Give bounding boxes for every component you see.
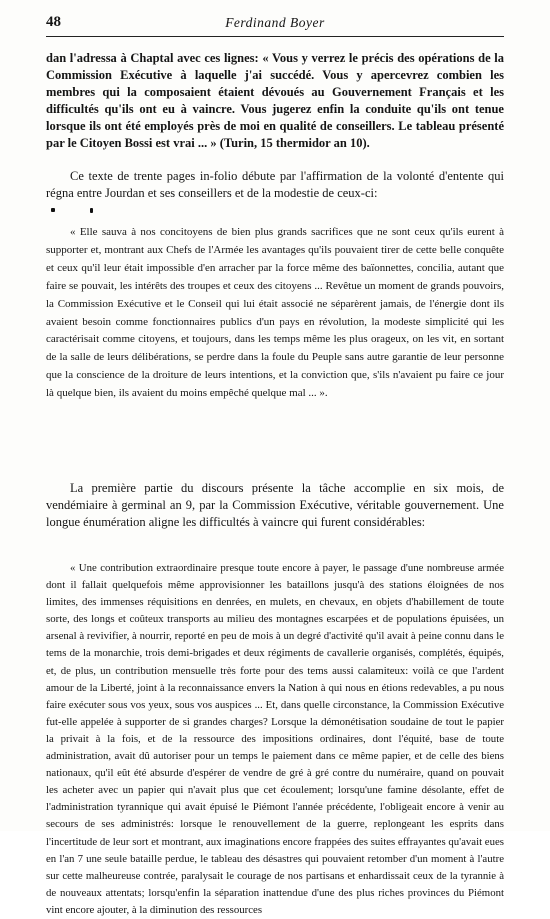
page-number: 48 [46, 14, 61, 30]
ink-speck [90, 208, 93, 213]
block-quote: « Une contribution extraordinaire presque toute encore à payer, le passage d'une nombreuse armée dont il fallait quelquefois même approvisionner les bataillons jusqu'à des stations éloignées de nos limites, des immenses réquisitions en denrées, en mulets, en chevaux, en objets d'habillement de toute sorte, des longs et coûteux transports au milieu des montagnes escarpées et de populations épuisées, un arsenal à revivifier, à nourrir, reporté en peu de mois à un degré d'activité qu'il avait à peine connu dans le tems de la monarchie, trois demi-brigades et deux régiments de cavallerie organisés, complétés, équipés, et, de plus, un contribution mensuelle très forte pour des tems aussi calamiteux: voilà ce que l'ardent amour de la Liberté, joint à la reconnaissance envers la Nation à qui nous en étions redevables, a pu nous faire exécuter sous vos yeux, sous vos auspices ... Et, dans quelle circonstance, la Commission Exécutive fut-elle appelée à supporter de si grandes charges? Lorsque la démonétisation soudaine de tout le papier la privait à la fois, et de la ressource des impositions ordinaires, dont l'équité, base de toute administration, avait dû autoriser pour un temps le paiement dans ce même papier, et de celle des biens nationaux, qu'il eût été absurde d'espérer de vendre de gré à gré contre du numéraire, quand on pouvait les acheter avec un papier qui n'avait plus que cet écoulement; lorsqu'une famine désolante, effet de l'administration tyrannique qui avait épuisé le Piémont l'année précédente, l'obligeait encore à venir au secours de ses administrés: lorsque le renouvellement de la guerre, replongeant les esprits dans l'incertitude de leur sort et montrant, aux imaginations encore frappées des suites effrayantes qu'avait eues en l'an 7 une seule bataille perdue, le tableau des désastres qui pouvaient retomber d'un moment à l'autre sur cette malheureuse contrée, paralysait le courage de nos partisans et enhardissait ceux de la tyrannie à de nouveaux attentats; lorsqu'enfin la séparation inattendue d'une des plus riches provinces du Piémont vint encore ajouter, à la diminution des ressources [46, 562, 504, 916]
header-rule [46, 36, 504, 37]
running-title: Ferdinand Boyer [225, 15, 325, 30]
block-quote: « Elle sauva à nos concitoyens de bien plus grands sacrifices que ne sont ceux qu'ils eurent à supporter et, montrant aux Chefs de l'Armée les avantages qu'ils pouvaient tirer de cette belle conquête et ceux qu'il leur était impossible d'en arracher par la force même des baïonnettes, concilia, autant que faire se pouvait, les intérêts des troupes et ceux des citoyens ... Revêtue un moment de grands pouvoirs, la Commission Exécutive et le Conseil qui lui était associé ne séparèrent jamais, de l'énergie dont ils avaient besoin comme fonctionnaires publics d'un pays en révolution, la modeste simplicité qui les caractérisait comme citoyens, et toujours, dans les temps même les plus orageux, on les vit, en sortant de la salle de leurs délibérations, se perdre dans la foule du Peuple sans autre garantie de leur personne que la conscience de la droiture de leurs intentions, et la conviction que, s'ils n'avaient pu faire ce jour là quelque bien, ils avaient du moins empêché quelque mal ... ». [46, 226, 504, 400]
ink-speck [51, 208, 55, 212]
running-header [46, 14, 504, 34]
opening-paragraph: dan l'adressa à Chaptal avec ces lignes: « Vous y verrez le précis des opérations de la Commission Exécutive à laquelle j'ai succédé. Vous y apercevrez combien les membres qui la composaient étaient dévoués au Gouvernement Français et les difficultés qu'ils ont eu à vaincre. Vous jugerez enfin la conduite qu'ils ont tenue lorsque ils ont été employés près de moi en qualité de conseillers. Le tableau présenté par le Citoyen Bossi est vrai ... » (Turin, 15 thermidor an 10). [46, 51, 504, 150]
summary-paragraph: La première partie du discours présente la tâche accomplie en six mois, de vendémiaire à germinal an 9, par la Commission Exécutive, véritable gouvernement. Une longue énumération aligne les difficultés à vaincre qui furent considérables: [46, 481, 504, 529]
intro-paragraph: Ce texte de trente pages in-folio débute par l'affirmation de la volonté d'entente qui régna entre Jourdan et ses conseillers et de la modestie de ceux-ci: [46, 169, 504, 200]
